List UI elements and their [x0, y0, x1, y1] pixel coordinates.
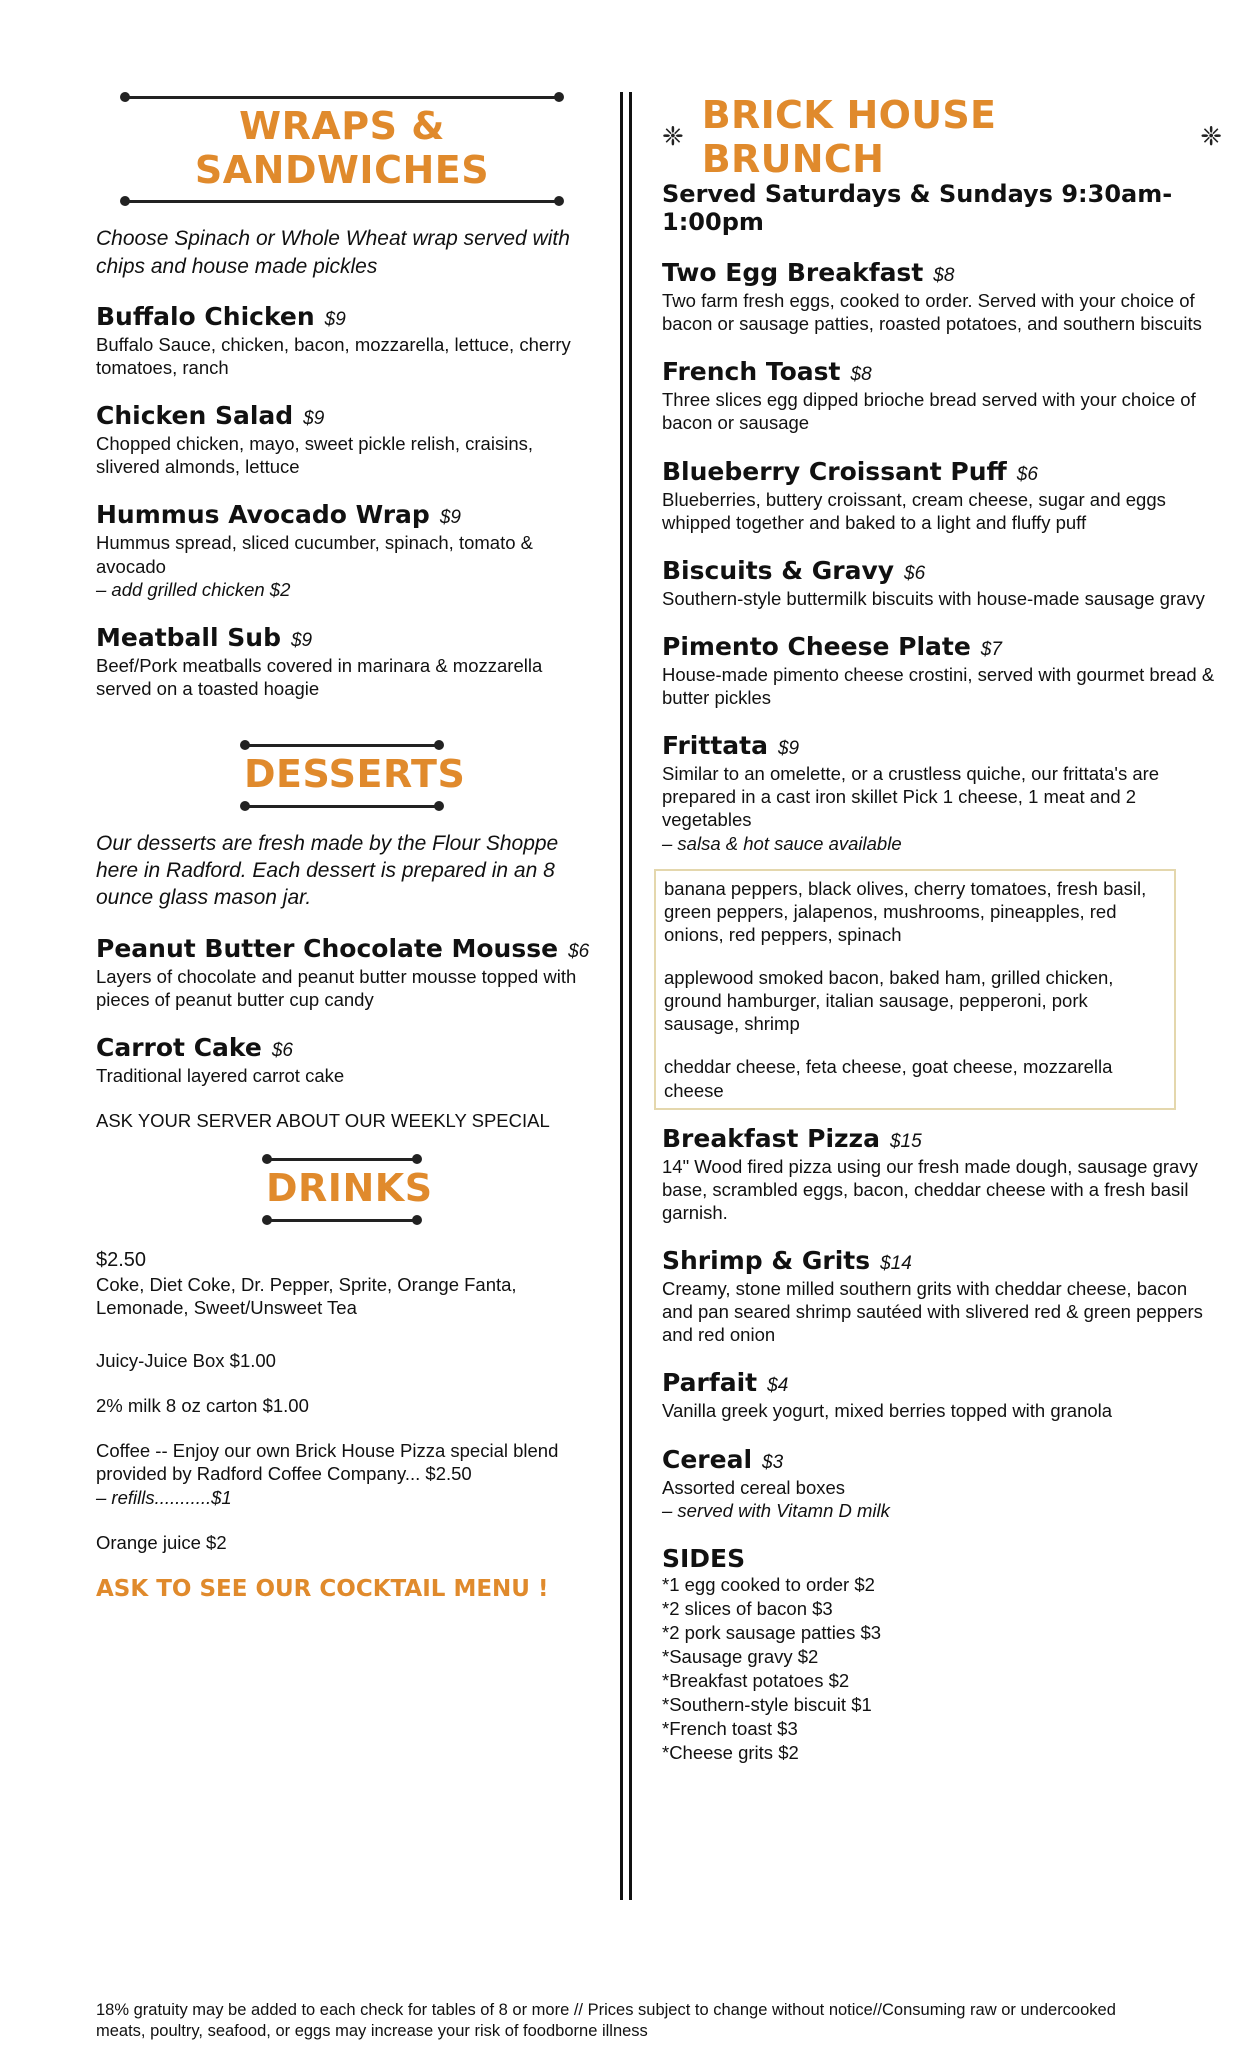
item-price: $6 [904, 562, 926, 584]
menu-item [662, 632, 1222, 709]
item-price: $6 [568, 940, 590, 962]
item-description: Creamy, stone milled southern grits with cheddar cheese, bacon and pan seared shrimp sautéed with slivered red & green peppers and red onion [662, 1278, 1203, 1346]
wraps-heading [124, 96, 560, 203]
heading-rule-bottom [266, 1219, 418, 1222]
item-name: Carrot Cake [96, 1032, 262, 1062]
item-name: Peanut Butter Chocolate Mousse [96, 933, 559, 963]
item-name: Breakfast Pizza [662, 1123, 880, 1153]
item-price: $8 [933, 265, 955, 286]
heading-rule-top [266, 1158, 418, 1161]
item-name: Pimento Cheese Plate [662, 631, 971, 661]
menu-item [662, 457, 1222, 534]
menu-item [662, 258, 1222, 335]
item-name: Biscuits & Gravy [662, 555, 895, 585]
menu-item [662, 1246, 1222, 1346]
item-name: Two Egg Breakfast [662, 258, 924, 287]
drinks-milk: 2% milk 8 oz carton $1.00 [96, 1395, 309, 1417]
item-note: – add grilled chicken $2 [96, 578, 291, 600]
item-name: Cereal [662, 1444, 753, 1474]
item-name: Frittata [662, 731, 768, 761]
ornament-icon: ❈ [1200, 122, 1222, 152]
drinks-orange-juice: Orange juice $2 [96, 1531, 227, 1553]
drinks-juicebox: Juicy-Juice Box $1.00 [96, 1350, 276, 1372]
heading-rule-bottom [244, 805, 440, 808]
menu-item [662, 1445, 1222, 1522]
list-item: *Breakfast potatoes $2 [662, 1669, 850, 1691]
item-price: $6 [271, 1039, 293, 1061]
drinks-heading [266, 1158, 433, 1222]
sides-title: SIDES [662, 1543, 746, 1573]
brunch-heading [662, 93, 1222, 181]
menu-item [662, 731, 1222, 855]
cocktail-menu-note: ASK TO SEE OUR COCKTAIL MENU ! [96, 1575, 549, 1602]
drinks-soft-list: Coke, Diet Coke, Dr. Pepper, Sprite, Orange Fanta, Lemonade, Sweet/Unsweet Tea [96, 1273, 517, 1318]
drinks-coffee: Coffee -- Enjoy our own Brick House Pizza special blend provided by Radford Coffee Company... $2.50 [96, 1440, 559, 1485]
cheese-options: cheddar cheese, feta cheese, goat cheese, mozzarella cheese [664, 1056, 1113, 1101]
frittata-options-box [654, 869, 1176, 1110]
item-price: $8 [850, 364, 872, 386]
sides-list [662, 1573, 1222, 1765]
item-description: Traditional layered carrot cake [96, 1064, 345, 1086]
menu-item [96, 500, 596, 600]
heading-rule-top [244, 744, 440, 747]
brunch-hours: Served Saturdays & Sundays 9:30am-1:00pm [662, 180, 1173, 236]
brunch-title: BRICK HOUSE BRUNCH [701, 93, 997, 181]
drinks-coffee-block [96, 1439, 596, 1508]
footer-disclaimer: 18% gratuity may be added to each check for tables of 8 or more // Prices subject to change without notice//Consuming raw or undercooked meats, poultry, seafood, or eggs may increase your risk of foodborne illness [96, 2001, 1116, 2040]
menu-item [662, 357, 1222, 434]
item-description: Buffalo Sauce, chicken, bacon, mozzarella, lettuce, cherry tomatoes, ranch [96, 333, 571, 379]
wraps-intro: Choose Spinach or Whole Wheat wrap served with chips and house made pickles [96, 227, 570, 278]
item-price: $9 [324, 308, 346, 330]
desserts-title: DESSERTS [244, 752, 466, 797]
list-item: *2 slices of bacon $3 [662, 1597, 833, 1619]
item-description: Hummus spread, sliced cucumber, spinach, tomato & avocado [96, 532, 533, 577]
wraps-title: WRAPS & SANDWICHES [194, 104, 490, 192]
drinks-soft-block [96, 1248, 596, 1319]
divider-line [620, 92, 623, 1900]
item-description: Assorted cereal boxes [662, 1476, 846, 1498]
weekly-special-note: ASK YOUR SERVER ABOUT OUR WEEKLY SPECIAL [96, 1110, 550, 1132]
item-price: $4 [767, 1375, 789, 1397]
item-price: $3 [762, 1451, 784, 1473]
item-description: House-made pimento cheese crostini, served with gourmet bread & butter pickles [662, 663, 1215, 708]
item-name: Chicken Salad [96, 401, 294, 431]
desserts-heading [244, 744, 466, 808]
item-description: Three slices egg dipped brioche bread served with your choice of bacon or sausage [662, 389, 1196, 434]
list-item: *1 egg cooked to order $2 [662, 1573, 875, 1595]
column-divider [620, 92, 632, 1900]
drinks-price: $2.50 [96, 1248, 147, 1271]
item-note: – salsa & hot sauce available [662, 832, 902, 854]
item-name: Hummus Avocado Wrap [96, 500, 430, 530]
item-price: $7 [980, 638, 1002, 660]
menu-item [662, 556, 1222, 610]
drinks-title: DRINKS [266, 1166, 433, 1211]
list-item: *2 pork sausage patties $3 [662, 1621, 882, 1643]
item-name: Shrimp & Grits [662, 1246, 871, 1275]
item-note: – served with Vitamn D milk [662, 1499, 890, 1521]
item-name: Parfait [662, 1368, 758, 1398]
left-column [96, 96, 596, 1602]
item-price: $9 [439, 507, 461, 529]
item-description: 14" Wood fired pizza using our fresh made dough, sausage gravy base, scrambled eggs, bacon, cheddar cheese with a fresh basil garnish. [662, 1155, 1198, 1223]
menu-item [662, 1124, 1222, 1224]
item-description: Beef/Pork meatballs covered in marinara & mozzarella served on a toasted hoagie [96, 654, 543, 699]
item-name: Buffalo Chicken [96, 301, 315, 331]
list-item: *Sausage gravy $2 [662, 1645, 819, 1667]
vegetable-options: banana peppers, black olives, cherry tomatoes, fresh basil, green peppers, jalapenos, mushrooms, pineapples, red onions, red peppers, spinach [664, 877, 1147, 945]
item-name: Blueberry Croissant Puff [662, 456, 1007, 486]
menu-item [662, 1368, 1222, 1422]
item-price: $6 [1016, 463, 1038, 485]
item-price: $14 [880, 1253, 912, 1274]
menu-item [96, 302, 596, 379]
list-item: *Southern-style biscuit $1 [662, 1693, 872, 1715]
item-description: Two farm fresh eggs, cooked to order. Served with your choice of bacon or sausage patties, roasted potatoes, and southern biscuits [662, 290, 1202, 335]
item-name: French Toast [662, 357, 841, 387]
heading-rule-top [124, 96, 560, 99]
item-price: $9 [290, 629, 313, 651]
menu-item [96, 1033, 596, 1087]
menu-item [96, 401, 596, 478]
item-description: Blueberries, buttery croissant, cream cheese, sugar and eggs whipped together and baked to a light and fluffy puff [662, 488, 1166, 533]
item-price: $9 [303, 408, 325, 430]
item-description: Layers of chocolate and peanut butter mousse topped with pieces of peanut butter cup candy [96, 965, 577, 1010]
meat-options: applewood smoked bacon, baked ham, grilled chicken, ground hamburger, italian sausage, pepperoni, pork sausage, shrimp [664, 967, 1114, 1035]
list-item: *Cheese grits $2 [662, 1742, 799, 1764]
item-description: Southern-style buttermilk biscuits with house-made sausage gravy [662, 587, 1205, 609]
menu-item [96, 934, 596, 1011]
divider-line [629, 92, 632, 1900]
menu-item [96, 623, 596, 700]
item-price: $15 [889, 1130, 922, 1152]
item-description: Chopped chicken, mayo, sweet pickle relish, craisins, slivered almonds, lettuce [96, 433, 533, 478]
item-price: $9 [777, 738, 800, 760]
item-description: Similar to an omelette, or a crustless quiche, our frittata's are prepared in a cast iron skillet Pick 1 cheese, 1 meat and 2 vegetables [662, 763, 1160, 831]
desserts-intro: Our desserts are fresh made by the Flour Shoppe here in Radford. Each dessert is prepared in an 8 ounce glass mason jar. [96, 831, 559, 910]
list-item: *French toast $3 [662, 1718, 798, 1740]
ornament-icon: ❈ [662, 122, 684, 152]
heading-rule-bottom [124, 200, 560, 203]
item-name: Meatball Sub [96, 622, 281, 652]
right-column [662, 93, 1222, 1765]
item-description: Vanilla greek yogurt, mixed berries topped with granola [662, 1400, 1113, 1422]
drinks-refills: – refills...........$1 [96, 1486, 232, 1508]
